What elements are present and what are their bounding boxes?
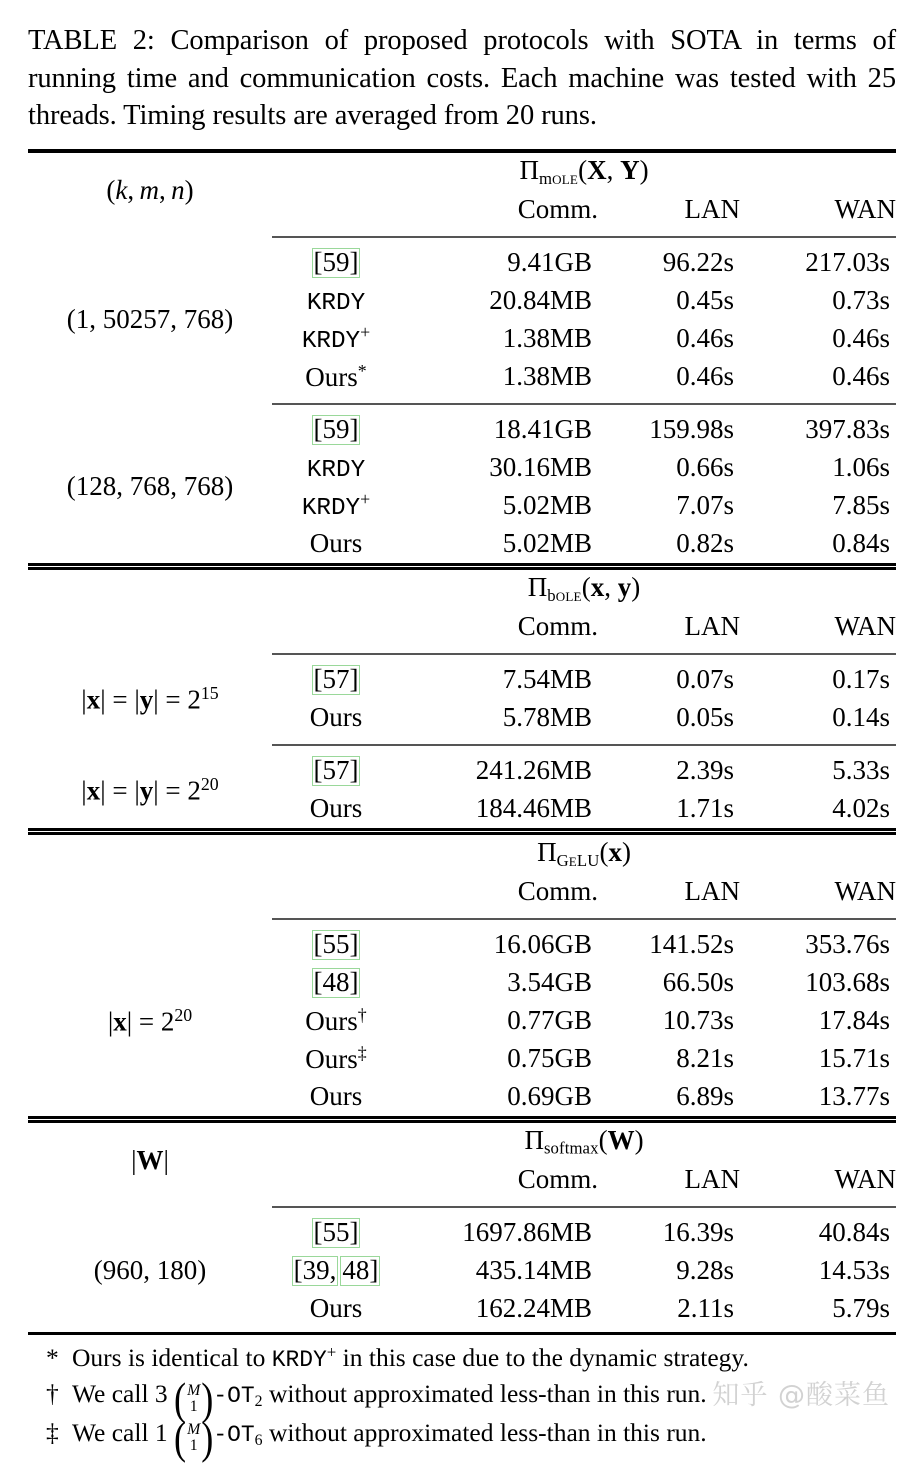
wan-value: 0.73s (832, 285, 891, 316)
table-row (28, 926, 896, 964)
param-value: $|x| = |y| = 2^{15}$ (81, 682, 219, 714)
protocol-label[interactable] (272, 752, 400, 790)
comm-value: 435.14MB (475, 1255, 592, 1286)
citation-link: 48] (342, 1255, 379, 1286)
footnote-marker: † (46, 1378, 59, 1408)
lan-value: 0.66s (676, 452, 734, 483)
table-caption: TABLE 2: Comparison of proposed protocols with SOTA in terms of running time and communication costs. Each machine was tested with 25 threads. Timing results are averaged from 20 runs. (28, 25, 896, 132)
section-separator (28, 563, 896, 570)
lan-value: 0.07s (676, 664, 734, 695)
footnote-marker: * (46, 1342, 59, 1372)
table-row (28, 244, 896, 282)
wan-value: 13.77s (818, 1081, 890, 1112)
column-header-lan: LAN (684, 611, 740, 642)
lan-value: 16.39s (662, 1217, 734, 1248)
citation-link: [59] (313, 414, 359, 445)
section-table (28, 570, 896, 828)
section-separator (28, 1116, 896, 1123)
column-header-lan: LAN (684, 194, 740, 225)
protocol-label: Ours† (305, 1004, 367, 1036)
column-header-comm: Comm. (517, 1164, 598, 1195)
comm-value: 1697.86MB (462, 1217, 592, 1248)
section-table (28, 1123, 896, 1328)
binomial-coefficient: ( M 1 ) (174, 1373, 214, 1424)
protocol-label[interactable] (272, 1252, 400, 1290)
lan-value: 10.73s (662, 1005, 734, 1036)
wan-value: 1.06s (832, 452, 891, 483)
param-header: (k, m, n) (106, 175, 194, 206)
inner-rule-row (28, 911, 896, 926)
section-header-row (28, 835, 896, 873)
comm-value: 184.46MB (475, 793, 592, 824)
lan-value: 96.22s (662, 247, 734, 278)
inner-rule-row (28, 1199, 896, 1214)
lan-value: 66.50s (662, 967, 734, 998)
citation-link: [55] (313, 929, 359, 960)
column-header-wan: WAN (834, 194, 897, 225)
citation-link: [39, (293, 1255, 337, 1286)
wan-value: 0.84s (832, 528, 891, 559)
param-value: $|x| = 2^{20}$ (107, 1004, 193, 1036)
table-body (28, 153, 896, 1328)
lan-value: 9.28s (676, 1255, 734, 1286)
wan-value: 0.46s (832, 361, 891, 392)
comm-value: 1.38MB (502, 323, 592, 354)
wan-value: 0.17s (832, 664, 890, 695)
lan-value: 0.46s (676, 361, 734, 392)
comm-value: 30.16MB (489, 452, 592, 483)
comm-value: 5.02MB (502, 528, 592, 559)
wan-value: 14.53s (818, 1255, 890, 1286)
citation-link: [59] (313, 247, 359, 278)
citation-link: [48] (313, 967, 359, 998)
protocol-label: Ours (309, 528, 363, 559)
inner-rule-row (28, 396, 896, 411)
comm-value: 5.02MB (502, 490, 592, 521)
protocol-title: $\Pi_{softmax}(W)$ (524, 1125, 644, 1158)
inner-rule-row (28, 646, 896, 661)
lan-value: 0.82s (676, 528, 734, 559)
protocol-label[interactable] (272, 1214, 400, 1252)
param-value: (960, 180) (93, 1255, 207, 1286)
table-row (28, 661, 896, 699)
comm-value: 3.54GB (507, 967, 592, 998)
section-table (28, 153, 896, 563)
protocol-label: KRDY+ (301, 489, 371, 523)
column-header-lan: LAN (684, 876, 740, 907)
footnote-text: Ours is identical to KRDY+ in this case due to the dynamic strategy. (72, 1342, 749, 1373)
column-header-wan: WAN (834, 1164, 896, 1195)
comm-value: 16.06GB (493, 929, 592, 960)
citation-link: [55] (313, 1217, 359, 1248)
protocol-title: $\Pi_{mOLE}(X$, Y) (519, 155, 649, 188)
footnote-text: We call 3 ( M 1 ) $-OT_2$ without approximated less-than in this run. (72, 1373, 707, 1424)
param-value: (1, 50257, 768) (66, 304, 234, 335)
lan-value: 7.07s (676, 490, 734, 521)
section-header-row (28, 1123, 896, 1161)
comm-value: 0.75GB (507, 1043, 592, 1074)
wan-value: 7.85s (832, 490, 891, 521)
comm-value: 20.84MB (489, 285, 592, 316)
column-header-wan: WAN (834, 611, 896, 642)
param-value: (128, 768, 768) (66, 471, 234, 502)
binomial-coefficient: ( M 1 ) (174, 1412, 214, 1463)
protocol-label: KRDY (306, 289, 366, 317)
comm-value: 241.26MB (475, 755, 592, 786)
section-header-row (28, 570, 896, 608)
wan-value: 0.46s (832, 323, 891, 354)
footnote (28, 1412, 896, 1463)
comm-value: 5.78MB (502, 702, 592, 733)
protocol-label: Ours‡ (305, 1042, 367, 1074)
protocol-label: Ours* (305, 360, 367, 392)
inner-rule-row (28, 229, 896, 244)
protocol-label[interactable] (272, 661, 400, 699)
section-separator (28, 828, 896, 835)
lan-value: 0.05s (676, 702, 734, 733)
lan-value: 2.11s (677, 1293, 734, 1324)
comm-value: 1.38MB (502, 361, 592, 392)
lan-value: 159.98s (649, 414, 734, 445)
protocol-label: KRDY (306, 456, 366, 484)
lan-value: 141.52s (649, 929, 734, 960)
protocol-title: $\Pi_{bOLE}(x$, y) (527, 572, 641, 605)
footnotes (28, 1335, 896, 1463)
protocol-label: Ours (309, 1081, 363, 1112)
param-header (28, 570, 272, 646)
wan-value: 397.83s (805, 414, 891, 445)
param-header (28, 835, 272, 911)
wan-value: 17.84s (818, 1005, 890, 1036)
footnote (28, 1373, 896, 1424)
comm-value: 162.24MB (475, 1293, 592, 1324)
wan-value: 5.33s (832, 755, 890, 786)
section-header-row (28, 153, 896, 191)
section-table (28, 835, 896, 1116)
column-header-wan: WAN (834, 876, 896, 907)
comm-value: 7.54MB (502, 664, 592, 695)
wan-value: 15.71s (818, 1043, 890, 1074)
lan-value: 2.39s (676, 755, 734, 786)
table-row (28, 752, 896, 790)
inner-rule-row (28, 737, 896, 752)
table-row (28, 1214, 896, 1252)
wan-value: 217.03s (805, 247, 891, 278)
column-header-comm: Comm. (517, 876, 598, 907)
lan-value: 6.89s (676, 1081, 734, 1112)
lan-value: 0.46s (676, 323, 734, 354)
protocol-label[interactable] (272, 926, 400, 964)
comm-value: 18.41GB (493, 414, 592, 445)
param-value: $|x| = |y| = 2^{20}$ (81, 773, 219, 805)
lan-value: 0.45s (676, 285, 734, 316)
citation-link: [57] (313, 755, 359, 786)
param-header: |W| (131, 1145, 169, 1176)
wan-value: 5.79s (832, 1293, 890, 1324)
protocol-title: $\Pi_{GELU}(x)$ (537, 837, 631, 870)
wan-value: 103.68s (805, 967, 890, 998)
protocol-label[interactable] (272, 411, 400, 449)
wan-value: 0.14s (832, 702, 890, 733)
protocol-label: Ours (309, 793, 363, 824)
footnote (28, 1340, 896, 1376)
protocol-label: Ours (309, 1293, 363, 1324)
comm-value: 0.69GB (507, 1081, 592, 1112)
watermark: 知乎 @酸菜鱼 (712, 1380, 890, 1411)
footnote-text: We call 1 ( M 1 ) $-OT_6$ without approximated less-than in this run. (72, 1412, 707, 1463)
protocol-label: KRDY+ (301, 322, 371, 356)
column-header-lan: LAN (684, 1164, 740, 1195)
comm-value: 0.77GB (507, 1005, 592, 1036)
comm-value: 9.41GB (507, 247, 592, 278)
column-header-comm: Comm. (517, 194, 598, 225)
protocol-label[interactable] (272, 244, 400, 282)
protocol-label[interactable] (272, 964, 400, 1002)
wan-value: 40.84s (818, 1217, 890, 1248)
column-header-comm: Comm. (517, 611, 598, 642)
lan-value: 1.71s (676, 793, 734, 824)
citation-link: [57] (313, 664, 359, 695)
wan-value: 4.02s (832, 793, 890, 824)
wan-value: 353.76s (805, 929, 890, 960)
footnote-marker: ‡ (46, 1418, 59, 1448)
lan-value: 8.21s (676, 1043, 734, 1074)
table-row (28, 411, 896, 449)
protocol-label: Ours (309, 702, 363, 733)
